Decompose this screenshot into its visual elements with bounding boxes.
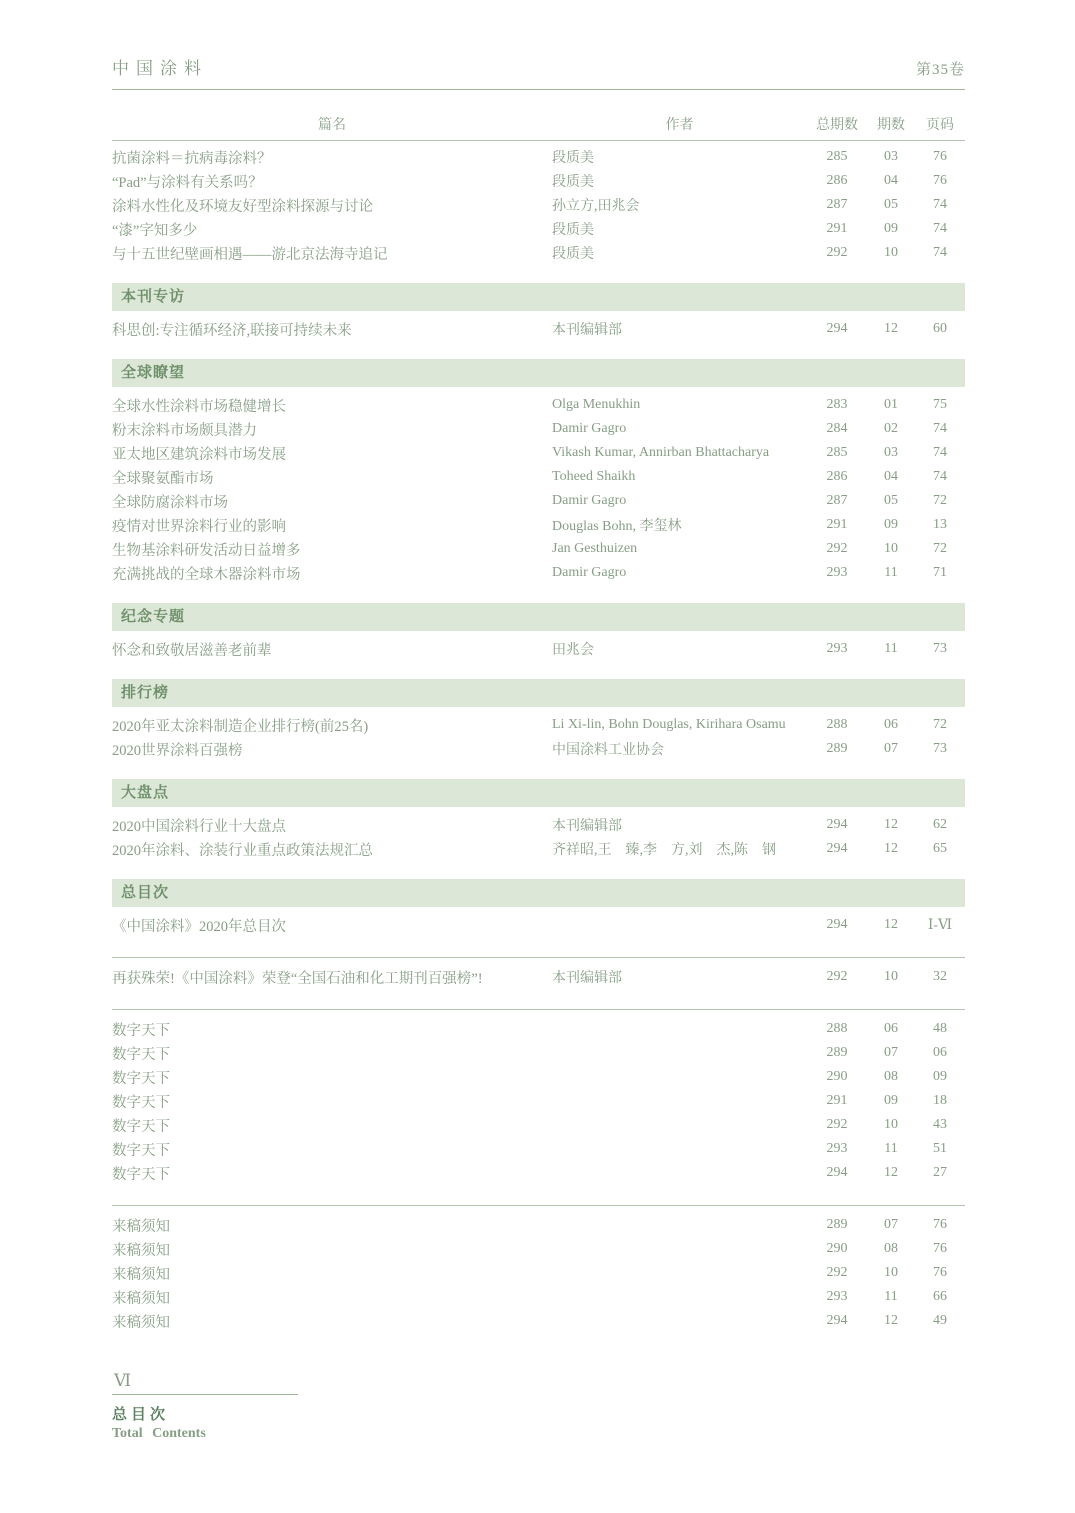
row-title: 2020世界涂料百强榜 (112, 742, 243, 759)
row-total-issue: 294 (826, 1313, 848, 1328)
row-page: 76 (933, 173, 947, 188)
page-header (112, 54, 965, 90)
table-row (112, 1017, 965, 1041)
row-title: 亚太地区建筑涂料市场发展 (112, 446, 286, 463)
row-page: 65 (933, 841, 947, 856)
row-page: Ⅰ-Ⅵ (927, 917, 953, 933)
row-issue: 09 (884, 1093, 898, 1108)
section-banner: 纪念专题 (112, 603, 965, 631)
row-author: Damir Gagro (552, 565, 627, 580)
section-group (112, 603, 965, 661)
row-author: 段质美 (552, 175, 594, 190)
row-page: 49 (933, 1313, 947, 1328)
row-page: 13 (933, 517, 947, 532)
table-row (112, 1261, 965, 1285)
row-page: 72 (933, 541, 947, 556)
row-total-issue: 292 (826, 1117, 848, 1132)
row-title: 科思创:专注循环经济,联接可持续未来 (112, 322, 352, 339)
table-row (112, 1041, 965, 1065)
row-title: 抗菌涂料＝抗病毒涂料？ (112, 150, 272, 167)
footer-section-title-cn: 总目次 (112, 1407, 170, 1423)
table-row (112, 169, 965, 193)
volume-label: 第35卷 (915, 62, 965, 78)
row-issue: 12 (884, 321, 898, 336)
row-title: 数字天下 (112, 1142, 170, 1159)
row-page: 48 (933, 1021, 947, 1036)
page-footer (112, 1371, 965, 1442)
row-author: 孙立方,田兆会 (552, 199, 640, 214)
row-page: 76 (933, 1217, 947, 1232)
table-row (112, 1237, 965, 1261)
row-total-issue: 286 (826, 469, 848, 484)
section-group (112, 779, 965, 861)
row-title: 来稿须知 (112, 1266, 170, 1283)
row-issue: 07 (884, 1217, 898, 1232)
row-total-issue: 288 (826, 717, 848, 732)
row-total-issue: 294 (826, 321, 848, 336)
row-total-issue: 290 (826, 1069, 848, 1084)
row-issue: 01 (884, 397, 898, 412)
row-author: Damir Gagro (552, 421, 627, 436)
row-total-issue: 289 (826, 741, 848, 756)
row-title: 《中国涂料》2020年总目次 (112, 918, 286, 935)
row-title: 数字天下 (112, 1094, 170, 1111)
row-total-issue: 285 (826, 445, 848, 460)
row-issue: 03 (884, 445, 898, 460)
table-row (112, 241, 965, 265)
row-total-issue: 287 (826, 197, 848, 212)
row-author: Olga Menukhin (552, 397, 641, 412)
row-page: 74 (933, 421, 947, 436)
row-author: 段质美 (552, 223, 594, 238)
row-total-issue: 286 (826, 173, 848, 188)
table-header (112, 114, 965, 141)
row-title: 数字天下 (112, 1166, 170, 1183)
section-group (112, 879, 965, 937)
row-issue: 07 (884, 1045, 898, 1060)
row-page: 75 (933, 397, 947, 412)
row-page: 76 (933, 149, 947, 164)
footer-section-title-en: Total Contents (112, 1426, 206, 1441)
row-issue: 09 (884, 221, 898, 236)
row-issue: 11 (884, 641, 898, 656)
row-total-issue: 294 (826, 817, 848, 832)
row-total-issue: 294 (826, 917, 848, 932)
row-title: 数字天下 (112, 1046, 170, 1063)
row-title: 全球水性涂料市场稳健增长 (112, 398, 286, 415)
column-header-title: 篇名 (318, 118, 346, 133)
row-issue: 08 (884, 1241, 898, 1256)
row-issue: 12 (884, 1165, 898, 1180)
row-page: 32 (933, 969, 947, 984)
row-issue: 03 (884, 149, 898, 164)
row-title: 数字天下 (112, 1118, 170, 1135)
column-header-issue: 期数 (877, 118, 905, 133)
section-banner: 本刊专访 (112, 283, 965, 311)
row-author: 齐祥昭,王 臻,李 方,刘 杰,陈 钢 (552, 843, 776, 858)
row-issue: 06 (884, 1021, 898, 1036)
row-issue: 07 (884, 741, 898, 756)
row-title: 2020年亚太涂料制造企业排行榜(前25名) (112, 718, 369, 735)
row-author: Toheed Shaikh (552, 469, 636, 484)
column-header-page: 页码 (926, 118, 954, 133)
row-total-issue: 290 (826, 1241, 848, 1256)
table-row (112, 1161, 965, 1185)
row-issue: 10 (884, 245, 898, 260)
row-title: 疫情对世界涂料行业的影响 (112, 518, 286, 535)
table-row (112, 1065, 965, 1089)
row-total-issue: 293 (826, 641, 848, 656)
row-total-issue: 283 (826, 397, 848, 412)
row-title: 再获殊荣!《中国涂料》荣登“全国石油和化工期刊百强榜”! (112, 970, 483, 987)
row-total-issue: 292 (826, 1265, 848, 1280)
row-title: 来稿须知 (112, 1218, 170, 1235)
row-issue: 12 (884, 1313, 898, 1328)
table-row (112, 913, 965, 937)
row-total-issue: 291 (826, 517, 848, 532)
table-row (112, 737, 965, 761)
journal-contents-page (0, 54, 1075, 1442)
row-issue: 11 (884, 1141, 898, 1156)
table-row (112, 1213, 965, 1237)
table-row (112, 1309, 965, 1333)
row-title: 数字天下 (112, 1070, 170, 1087)
row-title: 数字天下 (112, 1022, 170, 1039)
row-title: 涂料水性化及环境友好型涂料探源与讨论 (112, 198, 373, 215)
row-issue: 10 (884, 1117, 898, 1132)
row-page: 73 (933, 741, 947, 756)
row-issue: 11 (884, 1289, 898, 1304)
row-author: Douglas Bohn, 李玺林 (552, 519, 682, 534)
row-title: 全球聚氨酯市场 (112, 470, 214, 487)
row-total-issue: 292 (826, 969, 848, 984)
table-row (112, 217, 965, 241)
table-row (112, 393, 965, 417)
row-page: 66 (933, 1289, 947, 1304)
row-page: 62 (933, 817, 947, 832)
row-title: 怀念和致敬居滋善老前辈 (112, 642, 272, 659)
row-total-issue: 294 (826, 1165, 848, 1180)
footer-rule (112, 1394, 298, 1395)
row-author: 本刊编辑部 (552, 819, 622, 834)
row-title: 充满挑战的全球木器涂料市场 (112, 566, 301, 583)
section-group (112, 283, 965, 341)
row-author: 田兆会 (552, 643, 594, 658)
journal-title: 中国涂料 (112, 59, 208, 78)
table-row (112, 713, 965, 737)
row-issue: 12 (884, 817, 898, 832)
contents-table-body (112, 145, 965, 1333)
row-total-issue: 285 (826, 149, 848, 164)
row-total-issue: 294 (826, 841, 848, 856)
row-title: 与十五世纪壁画相遇——游北京法海寺追记 (112, 246, 388, 263)
table-row (112, 441, 965, 465)
row-title: “漆”字知多少 (112, 222, 198, 239)
row-total-issue: 293 (826, 1141, 848, 1156)
table-row (112, 561, 965, 585)
table-row (112, 1285, 965, 1309)
row-page: 06 (933, 1045, 947, 1060)
row-author: 本刊编辑部 (552, 971, 622, 986)
row-title: 来稿须知 (112, 1290, 170, 1307)
section-banner: 全球瞭望 (112, 359, 965, 387)
row-total-issue: 293 (826, 1289, 848, 1304)
table-row (112, 637, 965, 661)
row-author: 中国涂料工业协会 (552, 743, 664, 758)
row-issue: 10 (884, 1265, 898, 1280)
row-page: 51 (933, 1141, 947, 1156)
row-total-issue: 291 (826, 221, 848, 236)
table-row (112, 1113, 965, 1137)
table-row (112, 1089, 965, 1113)
row-title: “Pad”与涂料有关系吗？ (112, 174, 263, 191)
section-banner: 总目次 (112, 879, 965, 907)
row-total-issue: 289 (826, 1045, 848, 1060)
row-page: 27 (933, 1165, 947, 1180)
row-issue: 12 (884, 917, 898, 932)
row-title: 来稿须知 (112, 1314, 170, 1331)
row-issue: 06 (884, 717, 898, 732)
section-group (112, 679, 965, 761)
table-row (112, 537, 965, 561)
table-row (112, 317, 965, 341)
row-total-issue: 291 (826, 1093, 848, 1108)
row-title: 全球防腐涂料市场 (112, 494, 228, 511)
table-row (112, 513, 965, 537)
row-page: 74 (933, 197, 947, 212)
row-title: 粉末涂料市场颇具潜力 (112, 422, 257, 439)
row-page: 60 (933, 321, 947, 336)
row-page: 76 (933, 1241, 947, 1256)
section-banner: 大盘点 (112, 779, 965, 807)
table-row (112, 465, 965, 489)
section-banner: 排行榜 (112, 679, 965, 707)
row-author: Vikash Kumar, Annirban Bhattacharya (552, 445, 770, 460)
row-issue: 02 (884, 421, 898, 436)
row-page: 74 (933, 445, 947, 460)
column-header-total-issue: 总期数 (816, 118, 858, 133)
table-row (112, 965, 965, 989)
row-issue: 04 (884, 173, 898, 188)
row-total-issue: 292 (826, 245, 848, 260)
row-issue: 04 (884, 469, 898, 484)
row-author: Damir Gagro (552, 493, 627, 508)
row-title: 2020年涂料、涂装行业重点政策法规汇总 (112, 842, 373, 859)
table-row (112, 193, 965, 217)
row-author: 段质美 (552, 151, 594, 166)
row-issue: 10 (884, 541, 898, 556)
row-page: 09 (933, 1069, 947, 1084)
row-author: Jan Gesthuizen (552, 541, 638, 556)
row-issue: 05 (884, 493, 898, 508)
row-total-issue: 289 (826, 1217, 848, 1232)
row-issue: 08 (884, 1069, 898, 1084)
row-issue: 11 (884, 565, 898, 580)
row-page: 74 (933, 469, 947, 484)
table-row (112, 813, 965, 837)
table-row (112, 145, 965, 169)
table-row (112, 417, 965, 441)
column-header-author: 作者 (665, 118, 694, 133)
row-page: 74 (933, 245, 947, 260)
footer-page-number: Ⅵ (114, 1371, 133, 1390)
row-total-issue: 292 (826, 541, 848, 556)
row-total-issue: 287 (826, 493, 848, 508)
row-page: 43 (933, 1117, 947, 1132)
row-author: 段质美 (552, 247, 594, 262)
section-group (112, 957, 965, 989)
row-issue: 10 (884, 969, 898, 984)
row-page: 72 (933, 493, 947, 508)
row-total-issue: 293 (826, 565, 848, 580)
row-page: 72 (933, 717, 947, 732)
row-total-issue: 288 (826, 1021, 848, 1036)
section-group (112, 359, 965, 585)
row-page: 18 (933, 1093, 947, 1108)
row-issue: 12 (884, 841, 898, 856)
row-total-issue: 284 (826, 421, 848, 436)
row-page: 71 (933, 565, 947, 580)
row-issue: 05 (884, 197, 898, 212)
row-title: 来稿须知 (112, 1242, 170, 1259)
row-issue: 09 (884, 517, 898, 532)
table-row (112, 837, 965, 861)
row-page: 73 (933, 641, 947, 656)
table-row (112, 489, 965, 513)
section-group (112, 1205, 965, 1333)
row-title: 2020中国涂料行业十大盘点 (112, 818, 286, 835)
row-page: 76 (933, 1265, 947, 1280)
section-group (112, 1009, 965, 1185)
row-author: 本刊编辑部 (552, 323, 622, 338)
row-title: 生物基涂料研发活动日益增多 (112, 542, 301, 559)
table-row (112, 1137, 965, 1161)
section-group (112, 145, 965, 265)
row-page: 74 (933, 221, 947, 236)
row-author: Li Xi-lin, Bohn Douglas, Kirihara Osamu (552, 717, 786, 732)
